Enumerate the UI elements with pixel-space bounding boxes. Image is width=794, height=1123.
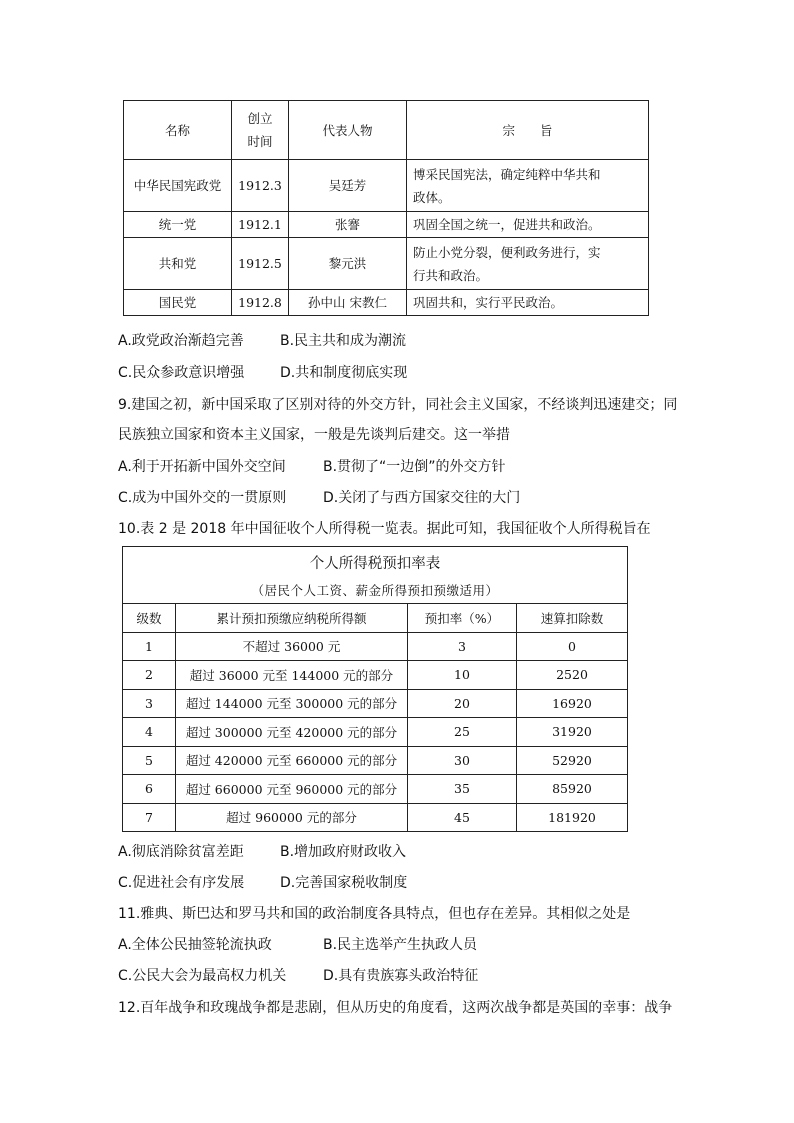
tax-income: 超过 660000 元至 960000 元的部分 [176,775,408,804]
header-founded [232,101,289,160]
header-reps: 代表人物 [289,101,407,160]
tax-level: 4 [123,718,176,747]
header-income: 累计预扣预缴应纳税所得额 [176,604,408,633]
party-name: 统一党 [124,212,232,238]
party-name: 国民党 [124,290,232,316]
q12-stem-line1: 12.百年战争和玫瑰战争都是悲剧，但从历史的角度看，这两次战争都是英国的幸事：战争 [118,1000,673,1016]
party-aim: 巩固全国之统一，促进共和政治。 [407,212,649,238]
q8-option-c: C.民众参政意识增强 [118,365,245,381]
tax-income: 超过 144000 元至 300000 元的部分 [176,689,408,718]
tax-deduction: 31920 [517,718,628,747]
q11-option-b: B.民主选举产生执政人员 [323,937,478,953]
table-row [124,290,649,316]
header-name: 名称 [124,101,232,160]
tax-rate: 25 [408,718,517,747]
tax-table-subtitle-row [123,577,628,604]
table-row [123,689,628,718]
party-aim: 巩固共和，实行平民政治。 [407,290,649,316]
q10-option-c: C.促进社会有序发展 [118,875,245,891]
tax-level: 7 [123,803,176,832]
tax-table-title-row [123,547,628,578]
table-row [123,746,628,775]
tax-deduction: 181920 [517,803,628,832]
party-aim [407,238,649,290]
q8-option-b: B.民主共和成为潮流 [280,333,407,349]
q11-option-c: C.公民大会为最高权力机关 [118,968,287,984]
tax-income: 不超过 36000 元 [176,632,408,661]
parties-table [123,100,649,316]
party-name: 共和党 [124,238,232,290]
party-aim [407,160,649,212]
tax-deduction: 16920 [517,689,628,718]
table-header-row [123,604,628,633]
table-row [124,160,649,212]
party-aim-line1: 防止小党分裂，便利政务进行，实 [413,244,601,260]
party-aim-line1: 博采民国宪法，确定纯粹中华共和 [413,166,601,182]
tax-table-title: 个人所得税预扣率表 [123,547,628,578]
tax-rate: 3 [408,632,517,661]
party-reps: 孙中山 宋教仁 [289,290,407,316]
q9-option-c: C.成为中国外交的一贯原则 [118,490,287,506]
table-row [123,718,628,747]
q10-stem-line1: 10.表 2 是 2018 年中国征收个人所得税一览表。据此可知，我国征收个人所得税旨在 [118,521,651,537]
tax-rate-table [122,546,628,832]
tax-income: 超过 36000 元至 144000 元的部分 [176,661,408,690]
tax-deduction: 2520 [517,661,628,690]
header-aim: 宗 旨 [407,101,649,160]
party-date: 1912.3 [232,160,289,212]
party-reps: 张謇 [289,212,407,238]
q11-option-a: A.全体公民抽签轮流执政 [118,937,272,953]
tax-level: 6 [123,775,176,804]
party-name: 中华民国宪政党 [124,160,232,212]
q8-option-a: A.政党政治渐趋完善 [118,333,244,349]
tax-rate: 10 [408,661,517,690]
tax-rate: 30 [408,746,517,775]
party-date: 1912.5 [232,238,289,290]
header-level: 级数 [123,604,176,633]
header-founded-line1: 创立 [247,111,273,126]
q9-stem-line2: 民族独立国家和资本主义国家，一般是先谈判后建交。这一举措 [118,427,510,443]
party-date: 1912.1 [232,212,289,238]
tax-income: 超过 300000 元至 420000 元的部分 [176,718,408,747]
q10-option-b: B.增加政府财政收入 [280,844,407,860]
party-date: 1912.8 [232,290,289,316]
table-row [124,238,649,290]
tax-level: 5 [123,746,176,775]
q9-stem-line1: 9.建国之初，新中国采取了区别对待的外交方针，同社会主义国家，不经谈判迅速建交；同 [118,397,678,413]
header-deduction: 速算扣除数 [517,604,628,633]
q9-option-b: B.贯彻了“一边倒”的外交方针 [323,459,506,475]
tax-rate: 20 [408,689,517,718]
tax-level: 2 [123,661,176,690]
tax-rate: 45 [408,803,517,832]
party-reps: 黎元洪 [289,238,407,290]
table-row [123,803,628,832]
header-founded-line2: 时间 [247,134,273,149]
tax-level: 3 [123,689,176,718]
tax-income: 超过 420000 元至 660000 元的部分 [176,746,408,775]
tax-income: 超过 960000 元的部分 [176,803,408,832]
q10-option-d: D.完善国家税收制度 [280,875,408,891]
q10-option-a: A.彻底消除贫富差距 [118,844,244,860]
q9-option-a: A.利于开拓新中国外交空间 [118,459,286,475]
table-row [124,212,649,238]
q9-option-d: D.关闭了与西方国家交往的大门 [323,490,521,506]
tax-rate: 35 [408,775,517,804]
tax-deduction: 52920 [517,746,628,775]
header-rate: 预扣率（%） [408,604,517,633]
q11-stem-line1: 11.雅典、斯巴达和罗马共和国的政治制度各具特点，但也存在差异。其相似之处是 [118,906,631,922]
party-reps: 吴廷芳 [289,160,407,212]
party-aim-line2: 政体。 [413,189,451,205]
table-row [123,775,628,804]
tax-deduction: 85920 [517,775,628,804]
tax-deduction: 0 [517,632,628,661]
party-aim-line2: 行共和政治。 [413,267,489,283]
q11-option-d: D.具有贵族寡头政治特征 [323,968,479,984]
table-header-row [124,101,649,160]
tax-level: 1 [123,632,176,661]
q8-option-d: D.共和制度彻底实现 [280,365,408,381]
table-row [123,632,628,661]
table-row [123,661,628,690]
tax-table-subtitle: （居民个人工资、薪金所得预扣预缴适用） [123,577,628,604]
